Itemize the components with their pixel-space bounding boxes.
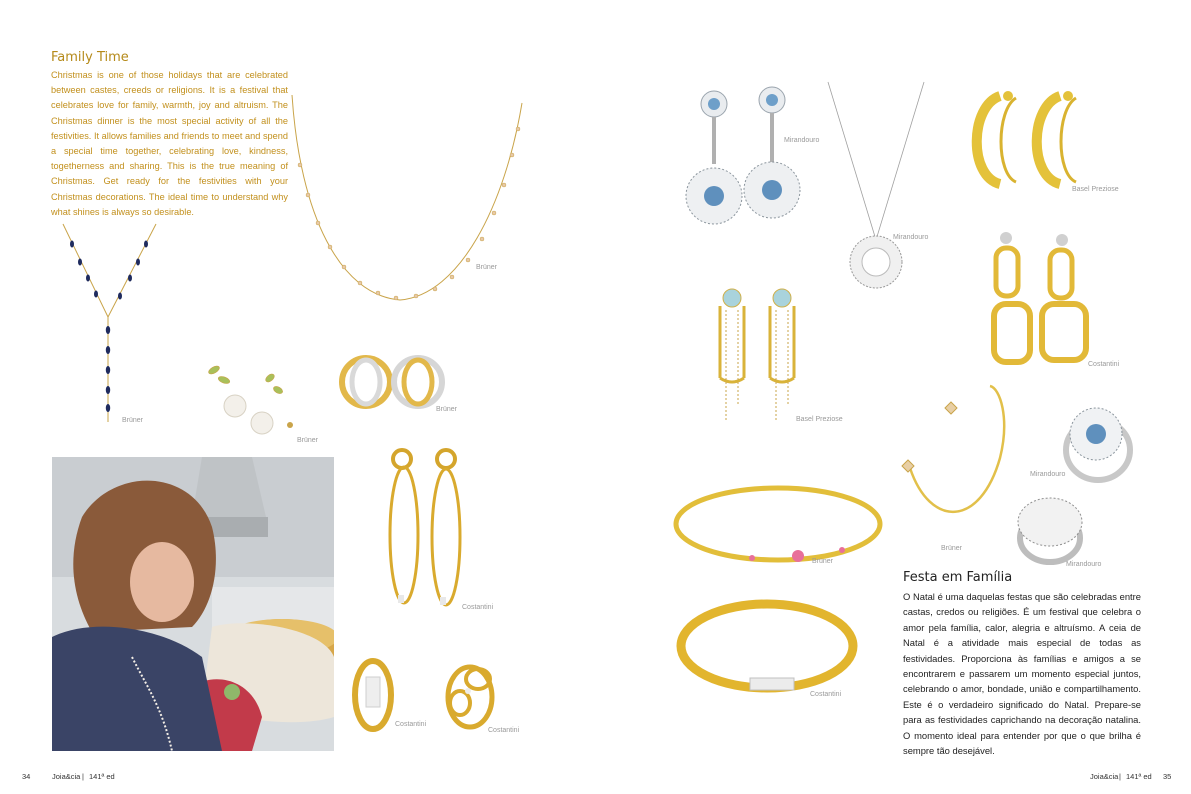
left-page-title: Family Time <box>51 50 129 65</box>
credit-gold-bangle: Costantini <box>810 691 842 698</box>
ring-band-image <box>348 655 398 735</box>
pearl-earrings-image <box>200 360 300 438</box>
credit-twotone-hoops: Brüner <box>436 406 458 413</box>
left-footer-brand: Joia&cia <box>52 772 81 781</box>
blue-drop-earrings-image <box>684 84 804 234</box>
gold-hoop-earrings-image <box>960 86 1092 192</box>
pendant-necklace-image <box>826 80 929 292</box>
dome-ring-image <box>1010 492 1090 568</box>
left-page-number: 34 <box>22 772 31 781</box>
open-bracelet-image <box>890 378 1020 548</box>
right-footer-brand: Joia&cia <box>1090 772 1119 781</box>
credit-open-bracelet: Brüner <box>941 545 963 552</box>
right-page-title: Festa em Família <box>903 570 1013 585</box>
credit-ring-band: Costantini <box>395 721 427 728</box>
credit-dome-ring: Mirandouro <box>1066 561 1102 568</box>
credit-pendant-necklace: Mirandouro <box>893 234 929 241</box>
ring-links-image <box>440 655 504 735</box>
left-footer-divider: | <box>82 772 84 781</box>
y-necklace-image <box>58 222 168 444</box>
credit-pink-bangle: Brüner <box>812 558 834 565</box>
credit-blue-drop-earrings: Mirandouro <box>784 137 820 144</box>
right-page-body: O Natal é uma daquelas festas que são celebradas entre castas, credos ou religiões. É um festival que celebra o amor pela família, calor, alegria e altruísmo. A ceia de Natal é a atividade mais especial de todas as festividades. Proporciona às famílias e amigos a se encontrarem e passarem um momento especial juntos, celebrando o amor, bondade, união e compartilhamento. Este é o verdadeiro significado do Natal. Prepare-se para as festividades caprichando na decoração natalina. O momento ideal para entender por que o que brilha é sempre tão desejável. <box>903 591 1141 757</box>
credit-blue-ring: Mirandouro <box>1030 471 1066 478</box>
credit-y-necklace: Brüner <box>122 417 144 424</box>
chain-earrings-image <box>710 286 806 426</box>
credit-ring-links: Costantini <box>488 727 520 734</box>
right-page-number: 35 <box>1163 772 1172 781</box>
link-drop-earrings-image <box>986 228 1096 368</box>
credit-pearl-earrings: Brüner <box>297 437 319 444</box>
blue-ring-image <box>1054 404 1138 484</box>
woman-baking-photo <box>52 457 334 751</box>
pink-bangle-image <box>672 484 884 568</box>
left-page-body: Christmas is one of those holidays that are celebrated between castes, creeds or religions. It is a festival that celebrates love for family, warmth, joy and altruism. The Christmas dinner is the most special activity of all the festivities. It allows families and friends to meet and spend a special time together, celebrating love, kindness, togetherness and sharing. This is the true meaning of Christmas. Get ready for the festivities with your Christmas decorations. The ideal time to understand why what shines is always so desirable. <box>51 70 288 217</box>
credit-link-drop-earrings: Costantini <box>1088 361 1120 368</box>
credit-long-necklace: Brüner <box>476 264 498 271</box>
credit-gold-hoops: Basel Preziose <box>1072 186 1119 193</box>
long-necklace-image <box>270 95 530 325</box>
right-footer-issue: 141ª ed <box>1126 772 1152 781</box>
gold-bangle-image <box>674 596 860 700</box>
left-footer-issue: 141ª ed <box>89 772 115 781</box>
oval-earrings-image <box>382 447 472 617</box>
twotone-hoop-earrings-image <box>338 354 448 410</box>
credit-oval-earrings: Costantini <box>462 604 494 611</box>
credit-chain-earrings: Basel Preziose <box>796 416 843 423</box>
right-footer-divider: | <box>1119 772 1121 781</box>
